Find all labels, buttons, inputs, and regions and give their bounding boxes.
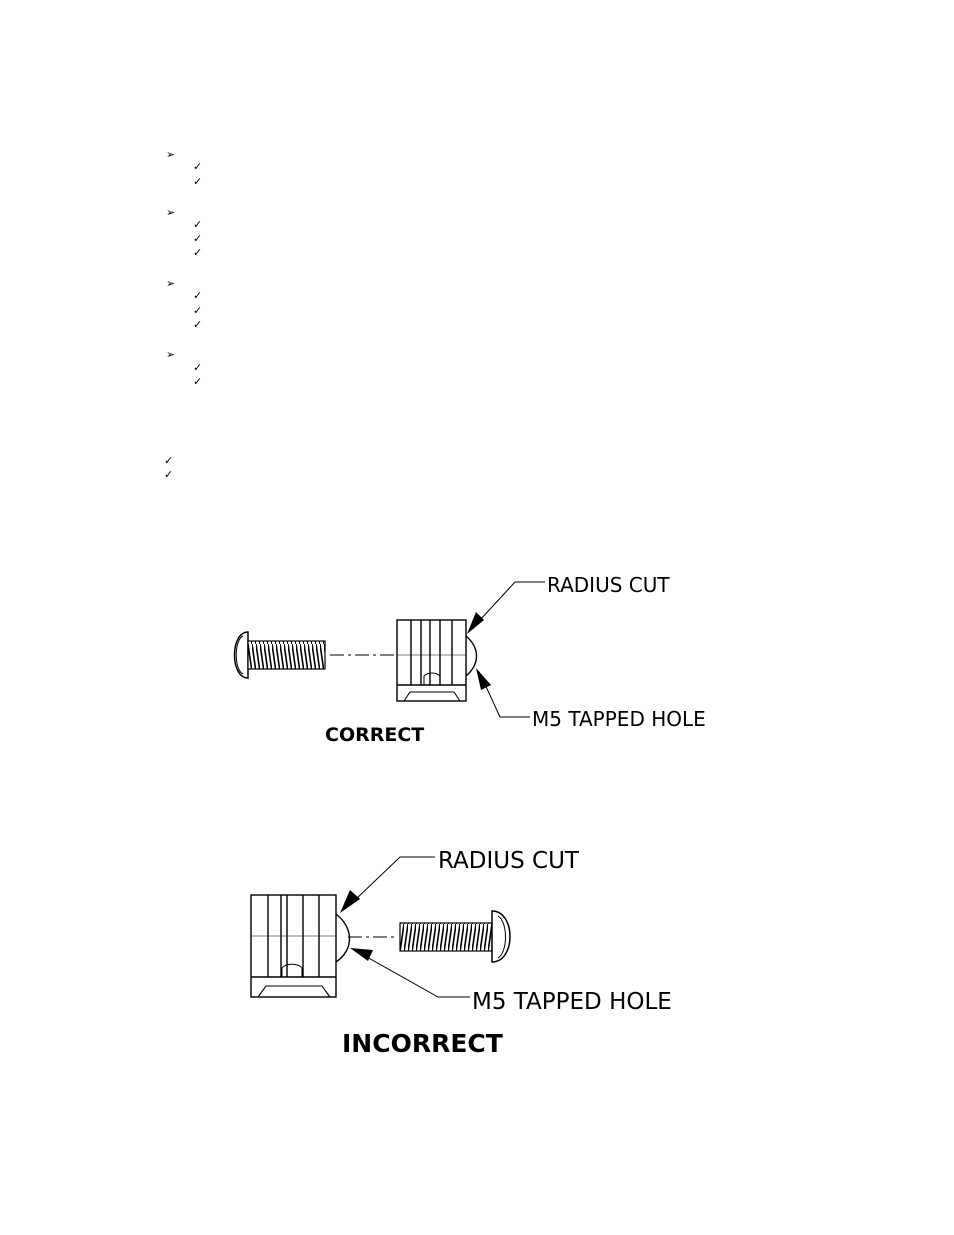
check-bullet-icon: ✓ [193, 361, 203, 374]
check-bullet-icon: ✓ [193, 375, 203, 388]
check-bullet-icon: ✓ [193, 218, 203, 231]
check-bullet-icon: ✓ [164, 468, 174, 481]
check-bullet-icon: ✓ [193, 246, 203, 259]
check-bullet-icon: ✓ [193, 175, 203, 188]
check-bullet-icon: ✓ [193, 232, 203, 245]
incorrect-caption: INCORRECT [342, 1029, 503, 1058]
check-bullet-icon: ✓ [193, 160, 203, 173]
check-bullet-icon: ✓ [193, 318, 203, 331]
button-head-screw [400, 911, 510, 962]
m5-tapped-hole-label: M5 TAPPED HOLE [472, 989, 672, 1015]
check-bullet-icon: ✓ [193, 304, 203, 317]
correct-caption: CORRECT [325, 724, 425, 746]
radius-cut-label: RADIUS CUT [438, 848, 579, 874]
slotted-block [251, 895, 350, 997]
check-bullet-icon: ✓ [193, 289, 203, 302]
arrow-bullet-icon: ➢ [166, 277, 176, 290]
m5-tapped-hole-label: M5 TAPPED HOLE [532, 707, 706, 731]
arrow-bullet-icon: ➢ [166, 148, 176, 161]
arrow-bullet-icon: ➢ [166, 348, 176, 361]
arrow-bullet-icon: ➢ [166, 206, 176, 219]
check-bullet-icon: ✓ [164, 454, 174, 467]
radius-cut-label: RADIUS CUT [547, 573, 670, 597]
